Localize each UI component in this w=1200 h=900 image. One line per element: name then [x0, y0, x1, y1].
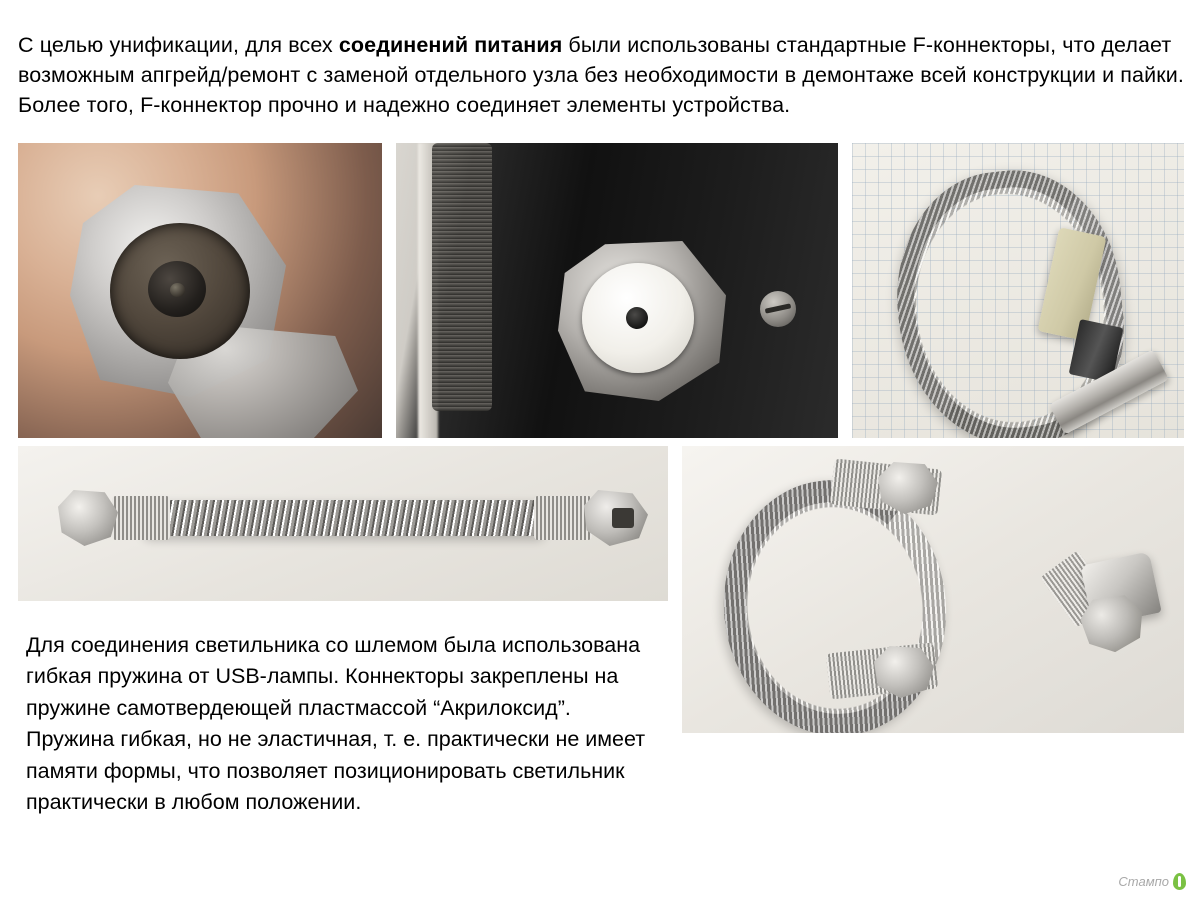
- photo-straight-spring: [18, 446, 668, 601]
- knurled-ring: [432, 143, 492, 411]
- photo-usb-gooseneck: [852, 143, 1184, 438]
- photo-f-connector-macro-content: [18, 143, 382, 438]
- connector-center-hole: [626, 307, 648, 329]
- photo-curved-spring-elbow: [682, 446, 1184, 733]
- photo-black-tube-connector-content: [396, 143, 838, 438]
- watermark-label: Стампо: [1118, 874, 1169, 889]
- connector-center-pin: [170, 283, 185, 297]
- intro-text-part2: были использованы стандартные F-коннекторы, что делает возможным апгрейд/ремонт с заменой отдельного узла без необходимости в демонтаже всей конструкции и пайки. Более того, F-коннектор прочно и надежно соединяет элементы устройства.: [18, 32, 1184, 117]
- body-paragraph: Для соединения светильника со шлемом была использована гибкая пружина от USB-лампы. Коннекторы закреплены на пружине самотвердеющей пластмассой “Акрилоксид”. Пружина гибкая, но не эластичная, т. е. практически не имеет памяти формы, что позволяет позиционировать светильник практически в любом положении.: [26, 632, 646, 814]
- photo-straight-spring-content: [18, 446, 668, 601]
- intro-paragraph: [18, 30, 1184, 120]
- knurled-collar-right: [534, 496, 592, 540]
- photo-usb-gooseneck-content: [852, 143, 1184, 438]
- knurled-collar-left: [112, 496, 170, 540]
- intro-text-bold: соединений питания: [338, 32, 563, 57]
- watermark: [1118, 873, 1186, 890]
- leaf-icon: [1173, 873, 1186, 890]
- intro-text-part1: С целью унификации, для всех: [18, 32, 339, 57]
- photo-curved-spring-elbow-content: [682, 446, 1184, 733]
- photo-f-connector-macro: [18, 143, 382, 438]
- flexible-spring-body: [144, 500, 544, 536]
- photo-black-tube-connector: [396, 143, 838, 438]
- slotted-screw: [760, 291, 796, 327]
